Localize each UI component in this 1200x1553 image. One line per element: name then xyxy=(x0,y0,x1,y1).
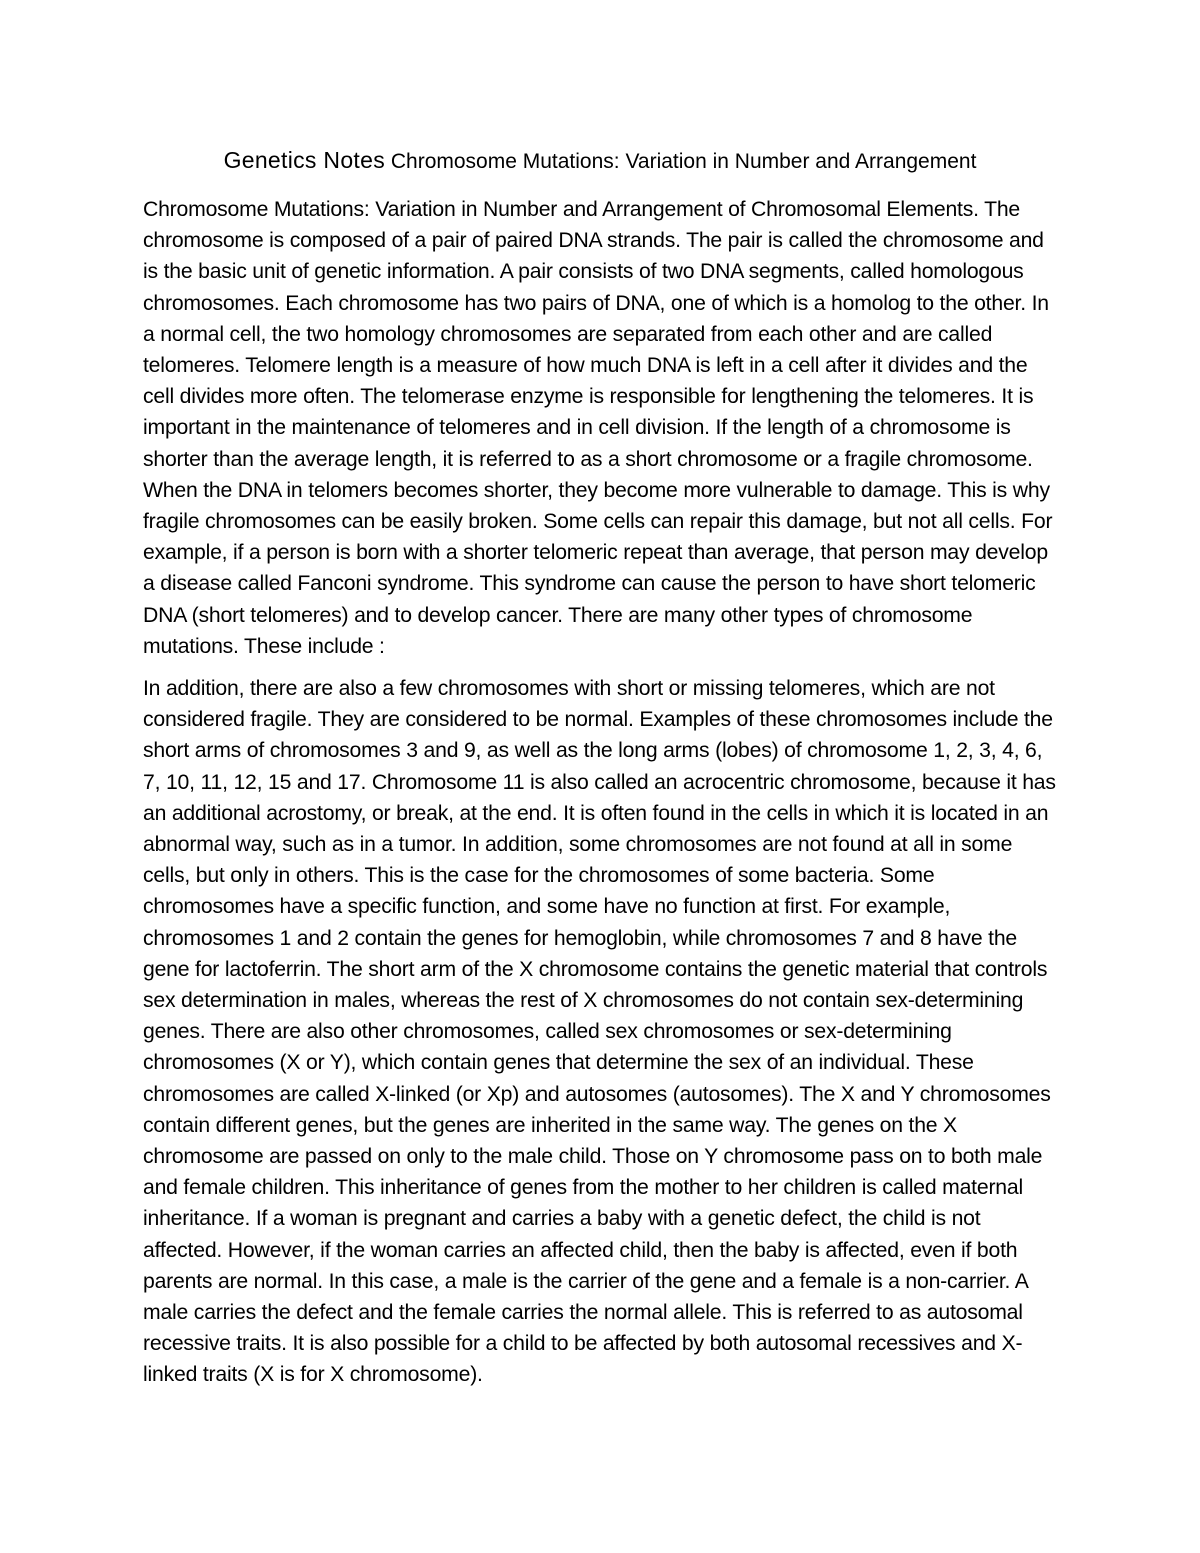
page-title xyxy=(140,145,1060,177)
title-subtitle: Chromosome Mutations: Variation in Number and Arrangement xyxy=(390,150,977,173)
paragraph-2: In addition, there are also a few chromosomes with short or missing telomeres, which are not considered fragile. They are considered to be normal. Examples of these chromosomes include the short arms of chromosomes 3 and 9, as well as the long arms (lobes) of chromosome 1, 2, 3, 4, 6, 7, 10, 11, 12, 15 and 17. Chromosome 11 is also called an acrocentric chromosome, because it has an additional acrostomy, or break, at the end. It is often found in the cells in which it is located in an abnormal way, such as in a tumor. In addition, some chromosomes are not found at all in some cells, but only in others. This is the case for the chromosomes of some bacteria. Some chromosomes have a specific function, and some have no function at first. For example, chromosomes 1 and 2 contain the genes for hemoglobin, while chromosomes 7 and 8 have the gene for lactoferrin. The short arm of the X chromosome contains the genetic material that controls sex determination in males, whereas the rest of X chromosomes do not contain sex-determining genes. There are also other chromosomes, called sex chromosomes or sex-determining chromosomes (X or Y), which contain genes that determine the sex of an individual. These chromosomes are called X-linked (or Xp) and autosomes (autosomes). The X and Y chromosomes contain different genes, but the genes are inherited in the same way. The genes on the X chromosome are passed on only to the male child. Those on Y chromosome pass on to both male and female children. This inheritance of genes from the mother to her children is called maternal inheritance. If a woman is pregnant and carries a baby with a genetic defect, the child is not affected. However, if the woman carries an affected child, then the baby is affected, even if both parents are normal. In this case, a male is the carrier of the gene and a female is a non-carrier. A male carries the defect and the female carries the normal allele. This is referred to as autosomal recessive traits. It is also possible for a child to be affected by both autosomal recessives and X-linked traits (X is for X chromosome). xyxy=(143,677,1056,1387)
title-main: Genetics Notes xyxy=(223,147,386,173)
paragraph-1: Chromosome Mutations: Variation in Number and Arrangement of Chromosomal Elements. The chromosome is composed of a pair of paired DNA strands. The pair is called the chromosome and is the basic unit of genetic information. A pair consists of two DNA segments, called homologous chromosomes. Each chromosome has two pairs of DNA, one of which is a homolog to the other. In a normal cell, the two homology chromosomes are separated from each other and are called telomeres. Telomere length is a measure of how much DNA is left in a cell after it divides and the cell divides more often. The telomerase enzyme is responsible for lengthening the telomeres. It is important in the maintenance of telomeres and in cell division. If the length of a chromosome is shorter than the average length, it is referred to as a short chromosome or a fragile chromosome. When the DNA in telomers becomes shorter, they become more vulnerable to damage. This is why fragile chromosomes can be easily broken. Some cells can repair this damage, but not all cells. For example, if a person is born with a shorter telomeric repeat than average, that person may develop a disease called Fanconi syndrome. This syndrome can cause the person to have short telomeric DNA (short telomeres) and to develop cancer. There are many other types of chromosome mutations. These include : xyxy=(143,198,1053,658)
